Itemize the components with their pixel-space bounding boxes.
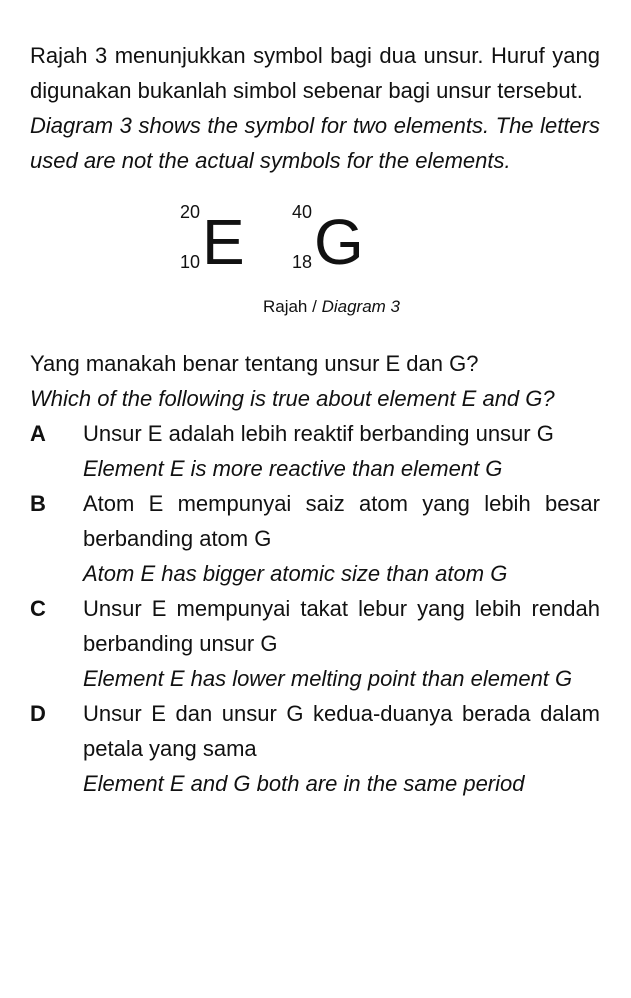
atomic-number-g: 18 <box>291 252 312 272</box>
element-symbol-e: E <box>202 206 245 278</box>
intro-malay: Rajah 3 menunjukkan symbol bagi dua unsur. Huruf yang digunakan bukanlah simbol sebenar bagi unsur tersebut. <box>30 43 600 103</box>
option-malay: Unsur E mempunyai takat lebur yang lebih rendah berbanding unsur G <box>83 596 600 656</box>
option-letter: D <box>30 701 46 726</box>
diagram-caption <box>30 296 400 318</box>
option-malay: Unsur E dan unsur G kedua-duanya berada dalam petala yang sama <box>83 701 600 761</box>
option-english: Element E has lower melting point than element G <box>83 666 573 691</box>
mass-number-g: 40 <box>291 202 312 222</box>
option-b[interactable] <box>30 486 600 591</box>
nuclide-symbol-e <box>166 198 276 298</box>
mass-number-e: 20 <box>179 202 200 222</box>
question-malay: Yang manakah benar tentang unsur E dan G? <box>30 351 479 376</box>
option-english: Element E is more reactive than element G <box>83 456 503 481</box>
element-symbol-g: G <box>314 206 364 278</box>
option-letter: A <box>30 421 46 446</box>
option-a[interactable] <box>30 416 600 486</box>
intro-english: Diagram 3 shows the symbol for two elements. The letters used are not the actual symbols for the elements. <box>30 113 600 173</box>
diagram-3 <box>30 188 600 340</box>
option-letter: C <box>30 596 46 621</box>
question-page <box>30 38 600 801</box>
option-letter: B <box>30 491 46 516</box>
caption-malay: Rajah / <box>262 297 317 316</box>
option-d[interactable] <box>30 696 600 801</box>
caption-english: Diagram 3 <box>321 297 400 316</box>
option-malay: Unsur E adalah lebih reaktif berbanding unsur G <box>83 421 554 446</box>
nuclide-symbol-g <box>278 198 398 298</box>
question-english: Which of the following is true about element E and G? <box>30 386 555 411</box>
option-c[interactable] <box>30 591 600 696</box>
option-malay: Atom E mempunyai saiz atom yang lebih besar berbanding atom G <box>83 491 600 551</box>
option-english: Element E and G both are in the same period <box>83 771 525 796</box>
option-english: Atom E has bigger atomic size than atom G <box>83 561 508 586</box>
answer-options <box>30 416 600 801</box>
atomic-number-e: 10 <box>179 252 200 272</box>
